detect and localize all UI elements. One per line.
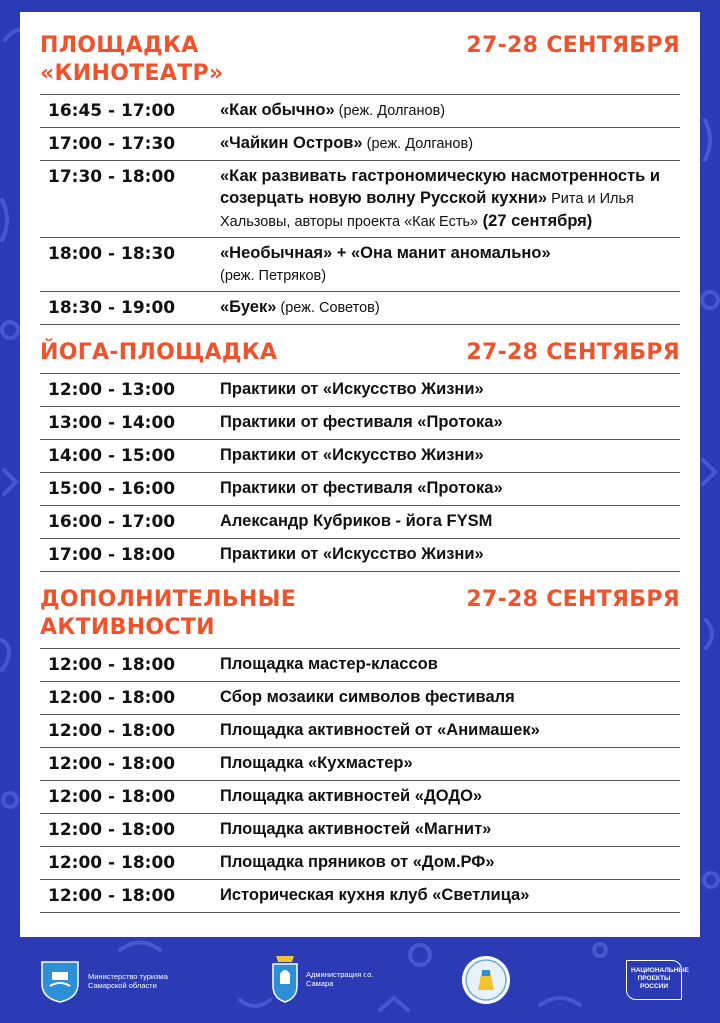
event-note: (реж. Советов) (276, 300, 380, 316)
section-dates: 27-28 СЕНТЯБРЯ (466, 33, 680, 58)
event-title: Площадка мастер-классов (220, 655, 438, 673)
schedule-card (20, 12, 700, 937)
logo-administration (270, 952, 396, 1006)
schedule-row (40, 95, 680, 128)
round-emblem-icon (460, 954, 512, 1006)
schedule-description (212, 748, 680, 781)
schedule-row (40, 473, 680, 506)
footer (0, 940, 720, 1023)
section-header (40, 32, 680, 88)
schedule-time: 17:00 - 18:00 (48, 545, 176, 565)
schedule-time: 16:00 - 17:00 (48, 512, 176, 532)
event-title: Площадка активностей «Магнит» (220, 820, 492, 838)
schedule-time: 12:00 - 18:00 (48, 655, 176, 675)
schedule-row (40, 128, 680, 161)
section-title: ПЛОЩАДКА «КИНОТЕАТР» (40, 33, 224, 86)
event-note: (реж. Долганов) (362, 136, 474, 152)
schedule-row (40, 407, 680, 440)
samara-city-coat-of-arms-icon (270, 952, 300, 1006)
schedule-table (40, 373, 680, 572)
schedule-row (40, 161, 680, 238)
logo-ministry (38, 958, 178, 1004)
schedule-description (212, 539, 680, 572)
event-title: Александр Кубриков - йога FYSM (220, 512, 493, 530)
schedule-time: 12:00 - 18:00 (48, 853, 176, 873)
schedule-time: 18:30 - 19:00 (48, 298, 176, 318)
schedule-time: 12:00 - 18:00 (48, 886, 176, 906)
schedule-time: 17:30 - 18:00 (48, 167, 176, 187)
schedule-description (212, 95, 680, 128)
logo-administration-text: Администрация г.о. Самара (306, 970, 374, 988)
schedule-description (212, 161, 680, 238)
schedule-row (40, 748, 680, 781)
schedule-time: 12:00 - 18:00 (48, 688, 176, 708)
section-header (40, 586, 680, 642)
schedule-time: 12:00 - 18:00 (48, 721, 176, 741)
schedule-row (40, 781, 680, 814)
event-title: Практики от фестиваля «Протока» (220, 413, 503, 431)
schedule-row (40, 682, 680, 715)
schedule-row (40, 238, 680, 292)
schedule-time: 12:00 - 18:00 (48, 820, 176, 840)
schedule-row (40, 649, 680, 682)
schedule-time: 15:00 - 16:00 (48, 479, 176, 499)
schedule-row (40, 292, 680, 325)
schedule-description (212, 374, 680, 407)
schedule-description (212, 682, 680, 715)
schedule-row (40, 539, 680, 572)
event-title: Площадка активностей «ДОДО» (220, 787, 483, 805)
event-title: Практики от «Искусство Жизни» (220, 446, 484, 464)
event-title: «Как обычно» (220, 101, 335, 119)
schedule-row (40, 880, 680, 913)
schedule-description (212, 649, 680, 682)
schedule-description (212, 473, 680, 506)
schedule-time: 12:00 - 18:00 (48, 787, 176, 807)
event-title: Практики от фестиваля «Протока» (220, 479, 503, 497)
schedule-description (212, 880, 680, 913)
schedule-time: 17:00 - 17:30 (48, 134, 176, 154)
section-header (40, 339, 680, 367)
schedule-description (212, 440, 680, 473)
schedule-description (212, 715, 680, 748)
event-title: «Чайкин Остров» (220, 134, 363, 152)
schedule-description (212, 238, 680, 292)
schedule-description (212, 128, 680, 161)
schedule-time: 12:00 - 13:00 (48, 380, 176, 400)
event-title: Площадка активностей от «Анимашек» (220, 721, 540, 739)
event-title: «Буек» (220, 298, 277, 316)
event-title: Практики от «Искусство Жизни» (220, 380, 484, 398)
schedule-description (212, 292, 680, 325)
schedule-time: 18:00 - 18:30 (48, 244, 176, 264)
schedule-description (212, 781, 680, 814)
schedule-row (40, 715, 680, 748)
logo-ministry-text: Министерство туризма Самарской области (88, 972, 168, 990)
schedule-description (212, 814, 680, 847)
event-title: «Необычная» + «Она манит аномально» (220, 244, 551, 262)
event-title: «Как развивать гастрономическую насмотренность и созерцать новую волну Русской кухни» (220, 167, 661, 207)
samara-oblast-coat-of-arms-icon (38, 958, 82, 1004)
event-note: Рита и Илья Хальзовы, авторы проекта «Как Есть» (220, 191, 634, 230)
event-title: Практики от «Искусство Жизни» (220, 545, 484, 563)
schedule-row (40, 440, 680, 473)
event-title: Сбор мозаики символов фестиваля (220, 688, 515, 706)
logo-emblem (460, 954, 512, 1006)
schedule-time: 16:45 - 17:00 (48, 101, 176, 121)
event-title: Площадка «Кухмастер» (220, 754, 413, 772)
event-title: Площадка пряников от «Дом.РФ» (220, 853, 495, 871)
schedule-row (40, 814, 680, 847)
schedule-table (40, 94, 680, 325)
section-title: ДОПОЛНИТЕЛЬНЫЕ АКТИВНОСТИ (40, 587, 297, 640)
schedule-row (40, 374, 680, 407)
schedule-row (40, 847, 680, 880)
schedule-time: 14:00 - 15:00 (48, 446, 176, 466)
section-dates: 27-28 СЕНТЯБРЯ (466, 587, 680, 612)
national-projects-logo: НАЦИОНАЛЬНЫЕ ПРОЕКТЫ РОССИИ (626, 960, 682, 1000)
section-dates: 27-28 СЕНТЯБРЯ (466, 340, 680, 365)
schedule-row (40, 506, 680, 539)
schedule-table (40, 648, 680, 913)
event-note: (реж. Долганов) (334, 103, 446, 119)
schedule-time: 12:00 - 18:00 (48, 754, 176, 774)
event-title: Историческая кухня клуб «Светлица» (220, 886, 530, 904)
schedule-description (212, 847, 680, 880)
event-date-note: (27 сентября) (478, 212, 593, 230)
section-title: ЙОГА-ПЛОЩАДКА (40, 340, 278, 365)
schedule-time: 13:00 - 14:00 (48, 413, 176, 433)
schedule-description (212, 506, 680, 539)
schedule-description (212, 407, 680, 440)
event-note: (реж. Петряков) (220, 268, 327, 284)
